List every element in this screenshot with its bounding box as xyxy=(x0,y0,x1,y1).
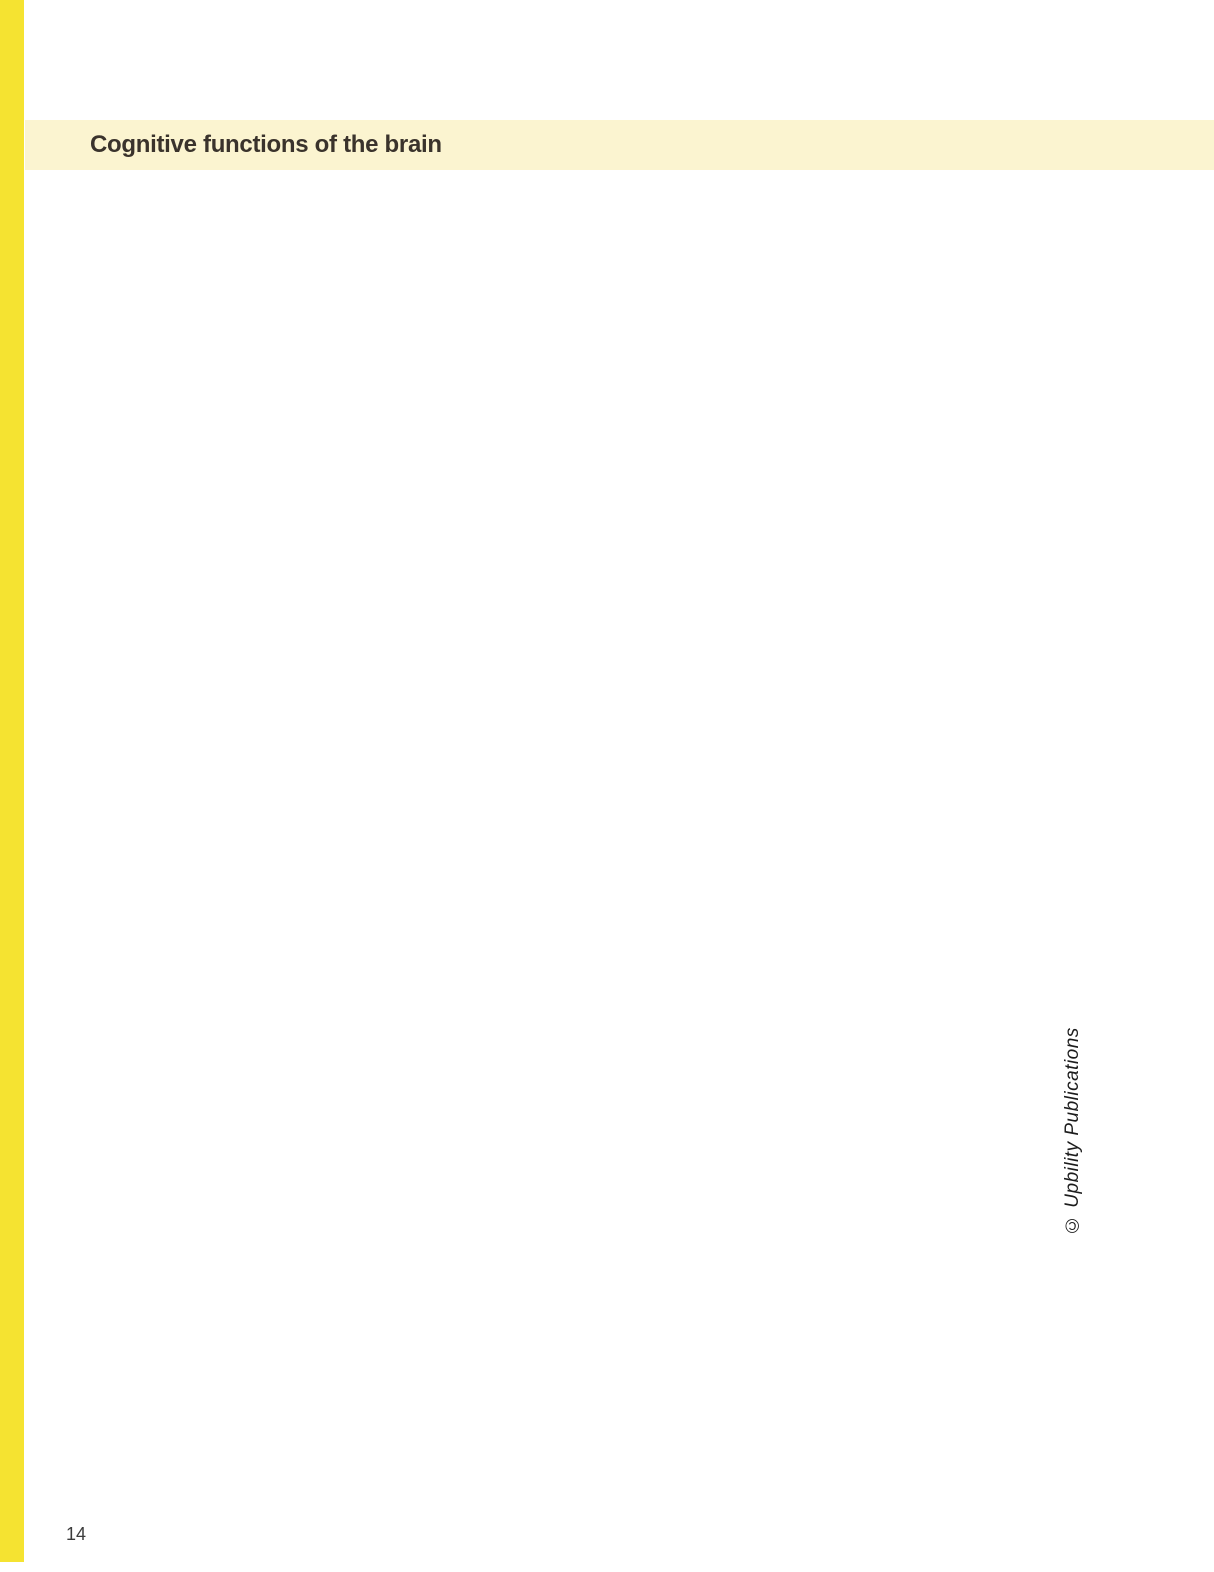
brain-illustration xyxy=(388,696,798,1076)
left-accent-stripe xyxy=(0,0,24,1562)
copyright-vertical-text: © Upbility Publications xyxy=(1062,1027,1083,1235)
page-number: 14 xyxy=(66,1524,87,1544)
low-poly-brain-graphic xyxy=(388,696,798,1076)
page-title: Cognitive functions of the brain xyxy=(90,131,442,158)
page-header xyxy=(25,120,1214,170)
